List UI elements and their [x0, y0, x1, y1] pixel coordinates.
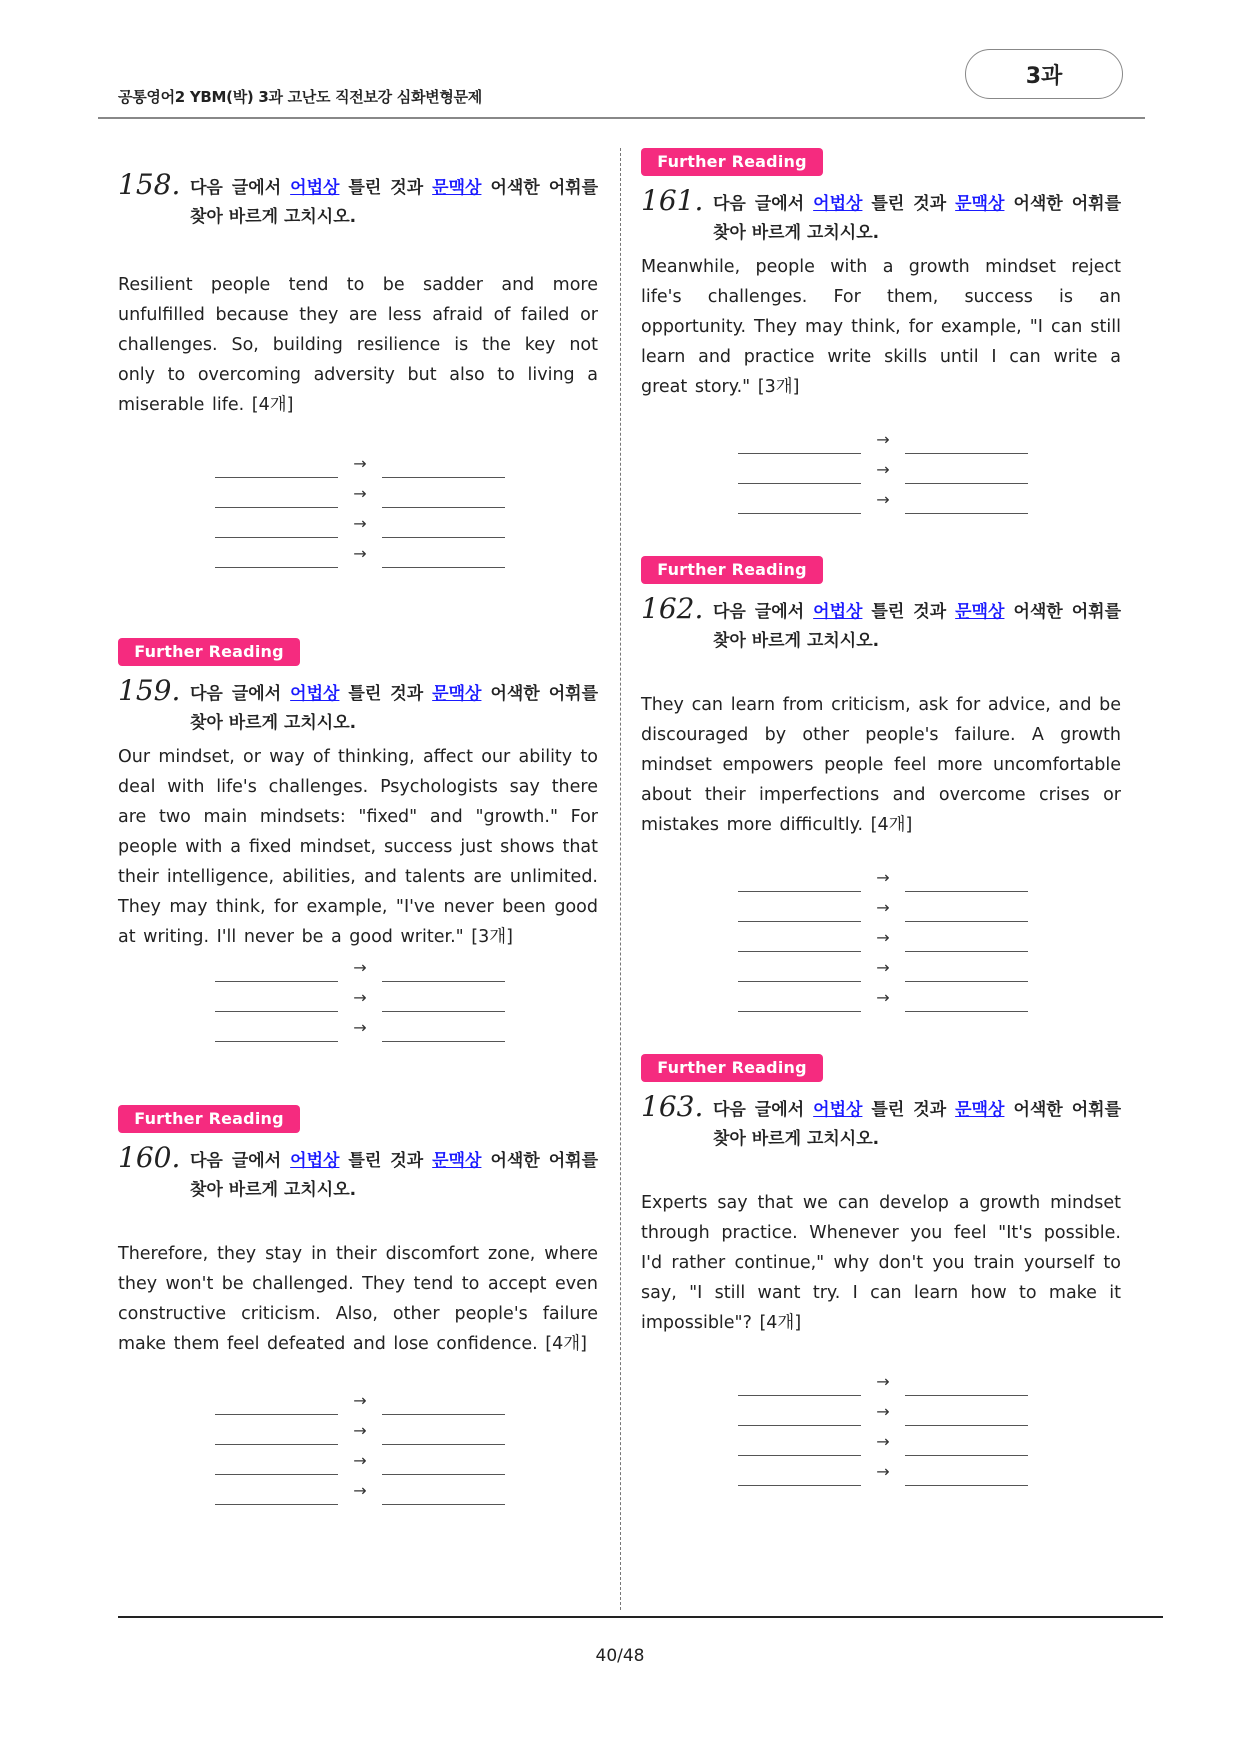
- correction-blank[interactable]: [382, 486, 505, 508]
- answer-row: [738, 1426, 1028, 1456]
- keyword-grammar: 어법상: [290, 1151, 340, 1171]
- answer-blanks: [215, 952, 505, 1042]
- wrong-word-blank[interactable]: [215, 1453, 338, 1475]
- answer-blanks: [215, 1385, 505, 1505]
- keyword-context: 문맥상: [432, 684, 482, 704]
- passage-text: Resilient people tend to be sadder and more unfulfilled because they are less afraid of failed or challenges. So, building resilience is the key not only to overcoming adversity but also to living a miserable life. [4개]: [118, 275, 598, 415]
- arrow-icon: →: [876, 1372, 890, 1391]
- question-number: 160.: [118, 1141, 181, 1174]
- answer-row: [215, 1012, 505, 1042]
- answer-row: [738, 1396, 1028, 1426]
- correction-blank[interactable]: [905, 1464, 1028, 1486]
- correction-blank[interactable]: [905, 432, 1028, 454]
- arrow-icon: →: [876, 868, 890, 887]
- passage-text: Meanwhile, people with a growth mindset reject life's challenges. For them, success is an opportunity. They may think, for example, "I can still learn and practice write skills until I can write a great story." [3개]: [641, 257, 1121, 397]
- answer-row: [215, 538, 505, 568]
- correction-blank[interactable]: [905, 462, 1028, 484]
- correction-blank[interactable]: [382, 1453, 505, 1475]
- wrong-word-blank[interactable]: [738, 1404, 861, 1426]
- chapter-badge: 3과: [965, 49, 1123, 99]
- answer-row: [738, 922, 1028, 952]
- answer-row: [738, 862, 1028, 892]
- arrow-icon: →: [876, 928, 890, 947]
- footer-divider: [118, 1616, 1163, 1618]
- question-158: [118, 168, 598, 568]
- correction-blank[interactable]: [382, 1483, 505, 1505]
- answer-row: [738, 892, 1028, 922]
- arrow-icon: →: [876, 1402, 890, 1421]
- question-160: [118, 1105, 598, 1505]
- question-number: 159.: [118, 674, 181, 707]
- wrong-word-blank[interactable]: [215, 990, 338, 1012]
- answer-row: [215, 508, 505, 538]
- page-number: 40/48: [595, 1646, 645, 1666]
- wrong-word-blank[interactable]: [215, 516, 338, 538]
- wrong-word-blank[interactable]: [215, 1020, 338, 1042]
- correction-blank[interactable]: [382, 1020, 505, 1042]
- arrow-icon: →: [353, 454, 367, 473]
- keyword-grammar: 어법상: [813, 194, 863, 214]
- answer-row: [215, 952, 505, 982]
- keyword-context: 문맥상: [955, 1100, 1005, 1120]
- correction-blank[interactable]: [905, 1374, 1028, 1396]
- answer-row: [215, 1445, 505, 1475]
- question-instruction: 다음 글에서 어법상 틀린 것과 문맥상 어색한 어휘를 찾아 바르게 고치시오.: [713, 194, 1121, 243]
- answer-row: [215, 448, 505, 478]
- answer-row: [738, 424, 1028, 454]
- answer-row: [738, 454, 1028, 484]
- question-163: [641, 1054, 1121, 1486]
- answer-blanks: [215, 448, 505, 568]
- passage-text: Therefore, they stay in their discomfort zone, where they won't be challenged. They tend to accept even constructive criticism. Also, other people's failure make them feel defeated and lose confidence. [4개]: [118, 1244, 598, 1354]
- wrong-word-blank[interactable]: [738, 462, 861, 484]
- answer-row: [215, 478, 505, 508]
- arrow-icon: →: [876, 1432, 890, 1451]
- arrow-icon: →: [353, 958, 367, 977]
- further-reading-badge: Further Reading: [118, 1105, 300, 1133]
- answer-row: [215, 1415, 505, 1445]
- column-divider: [620, 148, 621, 1610]
- arrow-icon: →: [353, 1451, 367, 1470]
- answer-row: [738, 484, 1028, 514]
- arrow-icon: →: [353, 544, 367, 563]
- arrow-icon: →: [353, 1018, 367, 1037]
- question-instruction: 다음 글에서 어법상 틀린 것과 문맥상 어색한 어휘를 찾아 바르게 고치시오.: [190, 1151, 598, 1200]
- correction-blank[interactable]: [905, 930, 1028, 952]
- arrow-icon: →: [876, 898, 890, 917]
- arrow-icon: →: [876, 460, 890, 479]
- arrow-icon: →: [353, 988, 367, 1007]
- correction-blank[interactable]: [382, 990, 505, 1012]
- document-title: 공통영어2 YBM(박) 3과 고난도 직전보강 심화변형문제: [118, 88, 482, 106]
- further-reading-badge: Further Reading: [641, 556, 823, 584]
- wrong-word-blank[interactable]: [215, 960, 338, 982]
- correction-blank[interactable]: [905, 960, 1028, 982]
- keyword-context: 문맥상: [432, 178, 482, 198]
- answer-row: [215, 1385, 505, 1415]
- correction-blank[interactable]: [382, 1423, 505, 1445]
- correction-blank[interactable]: [382, 456, 505, 478]
- question-instruction: 다음 글에서 어법상 틀린 것과 문맥상 어색한 어휘를 찾아 바르게 고치시오.: [190, 684, 598, 733]
- question-instruction: 다음 글에서 어법상 틀린 것과 문맥상 어색한 어휘를 찾아 바르게 고치시오.: [713, 602, 1121, 651]
- arrow-icon: →: [876, 958, 890, 977]
- wrong-word-blank[interactable]: [738, 870, 861, 892]
- question-instruction: 다음 글에서 어법상 틀린 것과 문맥상 어색한 어휘를 찾아 바르게 고치시오.: [190, 178, 598, 227]
- keyword-context: 문맥상: [955, 194, 1005, 214]
- correction-blank[interactable]: [905, 1404, 1028, 1426]
- arrow-icon: →: [876, 430, 890, 449]
- arrow-icon: →: [876, 988, 890, 1007]
- keyword-context: 문맥상: [432, 1151, 482, 1171]
- wrong-word-blank[interactable]: [215, 486, 338, 508]
- arrow-icon: →: [353, 1421, 367, 1440]
- correction-blank[interactable]: [905, 870, 1028, 892]
- answer-row: [738, 982, 1028, 1012]
- keyword-context: 문맥상: [955, 602, 1005, 622]
- header-divider: [98, 117, 1145, 119]
- wrong-word-blank[interactable]: [215, 546, 338, 568]
- wrong-word-blank[interactable]: [738, 900, 861, 922]
- correction-blank[interactable]: [382, 960, 505, 982]
- wrong-word-blank[interactable]: [215, 1483, 338, 1505]
- answer-row: [738, 1366, 1028, 1396]
- wrong-word-blank[interactable]: [215, 1393, 338, 1415]
- question-number: 158.: [118, 168, 181, 201]
- wrong-word-blank[interactable]: [738, 1464, 861, 1486]
- wrong-word-blank[interactable]: [215, 1423, 338, 1445]
- question-162: [641, 556, 1121, 1012]
- arrow-icon: →: [876, 1462, 890, 1481]
- answer-row: [738, 1456, 1028, 1486]
- keyword-grammar: 어법상: [813, 1100, 863, 1120]
- correction-blank[interactable]: [905, 1434, 1028, 1456]
- correction-blank[interactable]: [905, 900, 1028, 922]
- keyword-grammar: 어법상: [290, 684, 340, 704]
- question-number: 161.: [641, 184, 704, 217]
- wrong-word-blank[interactable]: [738, 492, 861, 514]
- answer-row: [738, 952, 1028, 982]
- wrong-word-blank[interactable]: [738, 432, 861, 454]
- further-reading-badge: Further Reading: [641, 148, 823, 176]
- question-161: [641, 148, 1121, 514]
- wrong-word-blank[interactable]: [738, 1434, 861, 1456]
- wrong-word-blank[interactable]: [738, 990, 861, 1012]
- correction-blank[interactable]: [905, 492, 1028, 514]
- question-159: [118, 638, 598, 1042]
- further-reading-badge: Further Reading: [641, 1054, 823, 1082]
- answer-blanks: [738, 1366, 1028, 1486]
- wrong-word-blank[interactable]: [738, 930, 861, 952]
- answer-row: [215, 982, 505, 1012]
- passage-text: They can learn from criticism, ask for advice, and be discouraged by other people's failure. A growth mindset empowers people feel more uncomfortable about their imperfections and overcome crises or mistakes more difficultly. [4개]: [641, 695, 1121, 835]
- answer-blanks: [738, 862, 1028, 1012]
- correction-blank[interactable]: [905, 990, 1028, 1012]
- wrong-word-blank[interactable]: [738, 1374, 861, 1396]
- further-reading-badge: Further Reading: [118, 638, 300, 666]
- keyword-grammar: 어법상: [290, 178, 340, 198]
- arrow-icon: →: [353, 484, 367, 503]
- arrow-icon: →: [353, 514, 367, 533]
- answer-blanks: [738, 424, 1028, 514]
- arrow-icon: →: [353, 1391, 367, 1410]
- correction-blank[interactable]: [382, 1393, 505, 1415]
- question-number: 163.: [641, 1090, 704, 1123]
- keyword-grammar: 어법상: [813, 602, 863, 622]
- passage-text: Our mindset, or way of thinking, affect our ability to deal with life's challenges. Psychologists say there are two main mindsets: "fixed" and "growth." For people with a fixed mindset, success just shows that their intelligence, abilities, and talents are unlimited. They may think, for example, "I've never been good at writing. I'll never be a good writer." [3개]: [118, 747, 598, 947]
- arrow-icon: →: [353, 1481, 367, 1500]
- wrong-word-blank[interactable]: [215, 456, 338, 478]
- correction-blank[interactable]: [382, 516, 505, 538]
- answer-row: [215, 1475, 505, 1505]
- correction-blank[interactable]: [382, 546, 505, 568]
- question-number: 162.: [641, 592, 704, 625]
- arrow-icon: →: [876, 490, 890, 509]
- wrong-word-blank[interactable]: [738, 960, 861, 982]
- question-instruction: 다음 글에서 어법상 틀린 것과 문맥상 어색한 어휘를 찾아 바르게 고치시오.: [713, 1100, 1121, 1149]
- passage-text: Experts say that we can develop a growth mindset through practice. Whenever you feel "It's possible. I'd rather continue," why don't you train yourself to say, "I still want try. I can learn how to make it impossible"? [4개]: [641, 1193, 1121, 1333]
